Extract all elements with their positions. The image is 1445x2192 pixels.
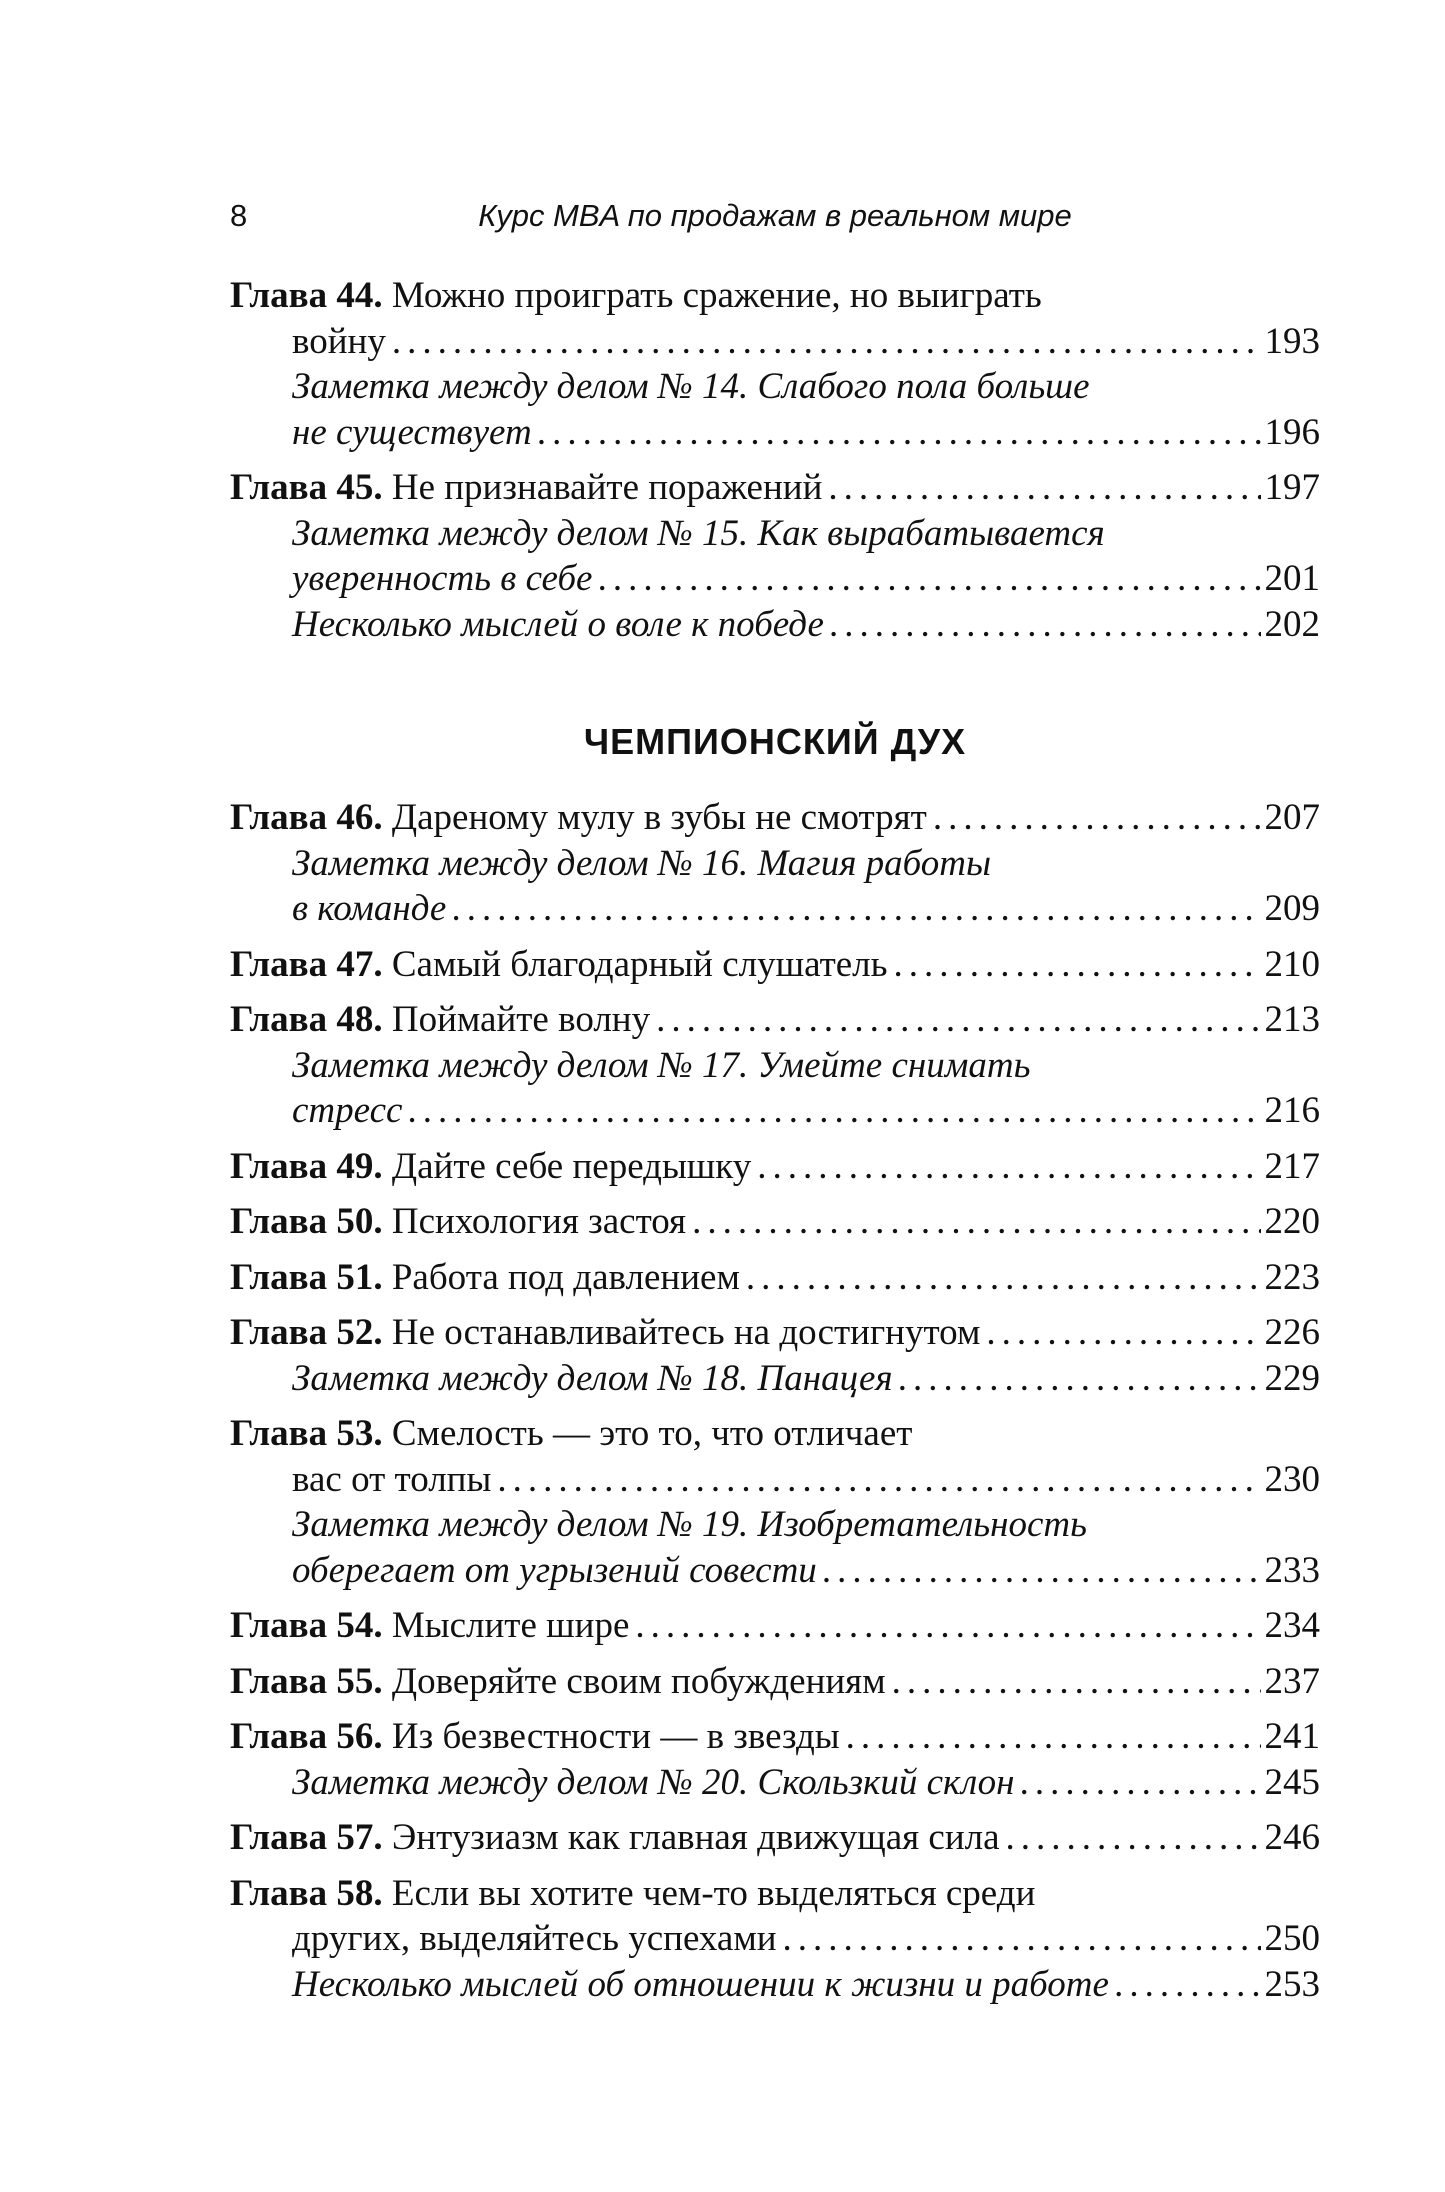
toc-chapter-entry: [230, 1815, 1320, 1861]
toc-chapter-entry: [230, 1659, 1320, 1705]
dot-leader: [783, 1916, 1261, 1962]
toc-line: [292, 1548, 1320, 1594]
toc-line: [292, 511, 1320, 557]
toc-line: [230, 465, 1320, 511]
dot-leader: [598, 556, 1260, 602]
chapter-label: Глава 48.: [230, 999, 383, 1040]
toc-line: [292, 1760, 1320, 1806]
toc-line: [230, 1916, 1320, 1962]
toc-chapter-entry: [230, 942, 1320, 988]
toc-line: [292, 1043, 1320, 1089]
toc-line: [292, 410, 1320, 456]
page-ref: 234: [1264, 1605, 1320, 1646]
entry-title-text: Можно проиграть сражение, но выиграть: [391, 275, 1042, 316]
toc-line: [230, 1603, 1320, 1649]
toc-line: [230, 1199, 1320, 1245]
toc-note-entry: [230, 1502, 1320, 1593]
toc-chapter-entry: [230, 1144, 1320, 1190]
page-ref: 230: [1264, 1458, 1320, 1500]
entry-title-text: стресс: [292, 1090, 403, 1131]
dot-leader: [635, 1603, 1260, 1649]
entry-title-text: Доверяйте своим побуждениям: [391, 1660, 886, 1702]
chapter-label: Глава 46.: [230, 797, 383, 838]
page-ref: 245: [1264, 1761, 1320, 1803]
entry-title-text: Заметка между делом № 14. Слабого пола больше: [292, 366, 1090, 407]
running-title: Курс MBA по продажам в реальном мире: [478, 198, 1072, 233]
page-ref: 202: [1264, 603, 1320, 645]
entry-title-text: Поймайте волну: [391, 999, 651, 1040]
toc-chapter-entry: [230, 1255, 1320, 1301]
toc-line: [230, 1714, 1320, 1760]
dot-leader: [846, 1714, 1261, 1760]
page-ref: 207: [1264, 797, 1320, 838]
entry-title-text: Мыслите шире: [391, 1605, 630, 1646]
dot-leader: [830, 602, 1261, 648]
toc-line: [230, 1457, 1320, 1503]
entry-title-text: Не признавайте поражений: [391, 467, 823, 508]
dot-leader: [899, 1356, 1261, 1402]
chapter-label: Глава 56.: [230, 1716, 383, 1757]
toc-line: [292, 1356, 1320, 1402]
page-ref: 229: [1264, 1357, 1320, 1399]
dot-leader: [892, 1659, 1261, 1705]
toc-line: [292, 1088, 1320, 1134]
chapter-label: Глава 45.: [230, 467, 383, 508]
dot-leader: [408, 1088, 1260, 1134]
entry-title-text: Заметка между делом № 16. Магия работы: [292, 842, 992, 884]
toc-note-entry: [230, 602, 1320, 648]
toc-chapter-entry: [230, 1310, 1320, 1356]
entry-title-text: других, выделяйтесь успехами: [292, 1918, 777, 1959]
entry-title-text: не существует: [292, 411, 532, 453]
toc-chapter-entry: [230, 997, 1320, 1043]
page-ref: 201: [1264, 558, 1320, 599]
entry-title-text: Самый благодарный слушатель: [391, 943, 888, 985]
toc-note-entry: [230, 511, 1320, 602]
dot-leader: [656, 997, 1260, 1043]
toc-list-bottom: [230, 795, 1320, 2007]
page-ref: 253: [1264, 1963, 1320, 2005]
toc-chapter-entry: [230, 1411, 1320, 1502]
dot-leader: [823, 1548, 1261, 1594]
toc-note-entry: [230, 1356, 1320, 1402]
toc-chapter-entry: [230, 1199, 1320, 1245]
dot-leader: [452, 886, 1260, 932]
page-ref: 237: [1264, 1660, 1320, 1702]
entry-title-text: вас от толпы: [292, 1458, 492, 1500]
entry-title-text: Несколько мыслей о воле к победе: [292, 603, 824, 645]
chapter-label: Глава 49.: [230, 1145, 383, 1187]
page-ref: 220: [1264, 1201, 1320, 1242]
toc-line: [230, 1815, 1320, 1861]
toc-line: [292, 841, 1320, 887]
page-ref: 233: [1264, 1549, 1320, 1591]
chapter-label: Глава 50.: [230, 1201, 383, 1242]
entry-title-text: Заметка между делом № 20. Скользкий склон: [292, 1761, 1015, 1803]
entry-title-text: войну: [292, 320, 386, 362]
page-ref: 226: [1264, 1312, 1320, 1353]
dot-leader: [497, 1457, 1260, 1503]
entry-title-text: Несколько мыслей об отношении к жизни и работе: [292, 1963, 1109, 2005]
toc-chapter-entry: [230, 795, 1320, 841]
chapter-label: Глава 53.: [230, 1413, 383, 1454]
chapter-label: Глава 51.: [230, 1256, 383, 1298]
toc-line: [230, 1659, 1320, 1705]
toc-line: [230, 795, 1320, 841]
dot-leader: [1006, 1815, 1261, 1861]
dot-leader: [828, 465, 1260, 511]
dot-leader: [538, 410, 1261, 456]
page-ref: 193: [1264, 320, 1320, 362]
entry-title-text: Не останавливайтесь на достигнутом: [391, 1312, 981, 1353]
chapter-label: Глава 47.: [230, 943, 383, 985]
toc-line: [230, 273, 1320, 319]
toc-line: [292, 1502, 1320, 1548]
toc-line: [230, 997, 1320, 1043]
entry-title-text: Заметка между делом № 15. Как вырабатывается: [292, 512, 1105, 554]
page-header: [230, 196, 1320, 236]
toc-line: [230, 1255, 1320, 1301]
entry-title-text: в команде: [292, 888, 447, 929]
toc-note-entry: [230, 1043, 1320, 1134]
entry-title-text: Если вы хотите чем-то выделяться среди: [391, 1872, 1036, 1914]
toc-note-entry: [230, 841, 1320, 932]
toc-list-top: [230, 273, 1320, 647]
toc-line: [230, 1310, 1320, 1356]
toc-line: [230, 319, 1320, 365]
toc-note-entry: [230, 364, 1320, 455]
page-ref: 241: [1264, 1716, 1320, 1757]
chapter-label: Глава 55.: [230, 1660, 383, 1702]
chapter-label: Глава 54.: [230, 1605, 383, 1646]
toc-chapter-entry: [230, 1871, 1320, 1962]
toc-chapter-entry: [230, 273, 1320, 364]
section-title: ЧЕМПИОНСКИЙ ДУХ: [583, 721, 967, 762]
dot-leader: [1021, 1760, 1261, 1806]
entry-title-text: Работа под давлением: [391, 1256, 740, 1298]
dot-leader: [746, 1255, 1261, 1301]
page-ref: 196: [1264, 411, 1320, 453]
entry-title-text: оберегает от угрызений совести: [292, 1549, 817, 1591]
page-ref: 210: [1264, 943, 1320, 985]
chapter-label: Глава 58.: [230, 1872, 383, 1914]
entry-title-text: Энтузиазм как главная движущая сила: [391, 1817, 1000, 1858]
page-ref: 250: [1264, 1918, 1320, 1959]
page-ref: 209: [1264, 888, 1320, 929]
toc-note-entry: [230, 1962, 1320, 2008]
entry-title-text: уверенность в себе: [292, 558, 593, 599]
page-number: 8: [230, 198, 248, 233]
toc-chapter-entry: [230, 465, 1320, 511]
toc-line: [292, 886, 1320, 932]
dot-leader: [392, 319, 1261, 365]
dot-leader: [933, 795, 1261, 841]
chapter-label: Глава 57.: [230, 1817, 383, 1858]
toc-line: [292, 1962, 1320, 2008]
entry-title-text: Дайте себе передышку: [391, 1145, 752, 1187]
dot-leader: [757, 1144, 1260, 1190]
page-ref: 213: [1264, 999, 1320, 1040]
toc-line: [292, 556, 1320, 602]
entry-title-text: Из безвестности — в звезды: [391, 1716, 840, 1757]
toc-line: [230, 1411, 1320, 1457]
dot-leader: [986, 1310, 1260, 1356]
page-ref: 216: [1264, 1090, 1320, 1131]
dot-leader: [692, 1199, 1260, 1245]
page-ref: 197: [1264, 467, 1320, 508]
entry-title-text: Заметка между делом № 19. Изобретательность: [292, 1504, 1087, 1545]
toc-note-entry: [230, 1760, 1320, 1806]
entry-title-text: Смелость — это то, что отличает: [391, 1413, 913, 1454]
dot-leader: [894, 942, 1261, 988]
entry-title-text: Заметка между делом № 17. Умейте снимать: [292, 1044, 1031, 1086]
page-ref: 246: [1264, 1817, 1320, 1858]
toc-chapter-entry: [230, 1603, 1320, 1649]
chapter-label: Глава 52.: [230, 1312, 383, 1353]
entry-title-text: Заметка между делом № 18. Панацея: [292, 1357, 893, 1399]
entry-title-text: Психология застоя: [391, 1201, 687, 1242]
toc-line: [292, 364, 1320, 410]
toc-line: [292, 602, 1320, 648]
toc-line: [230, 1144, 1320, 1190]
toc-line: [230, 1871, 1320, 1917]
chapter-label: Глава 44.: [230, 275, 383, 316]
page-ref: 217: [1264, 1145, 1320, 1187]
page-ref: 223: [1264, 1256, 1320, 1298]
toc-line: [230, 942, 1320, 988]
toc-chapter-entry: [230, 1714, 1320, 1760]
entry-title-text: Дареному мулу в зубы не смотрят: [391, 797, 927, 838]
dot-leader: [1115, 1962, 1261, 2008]
